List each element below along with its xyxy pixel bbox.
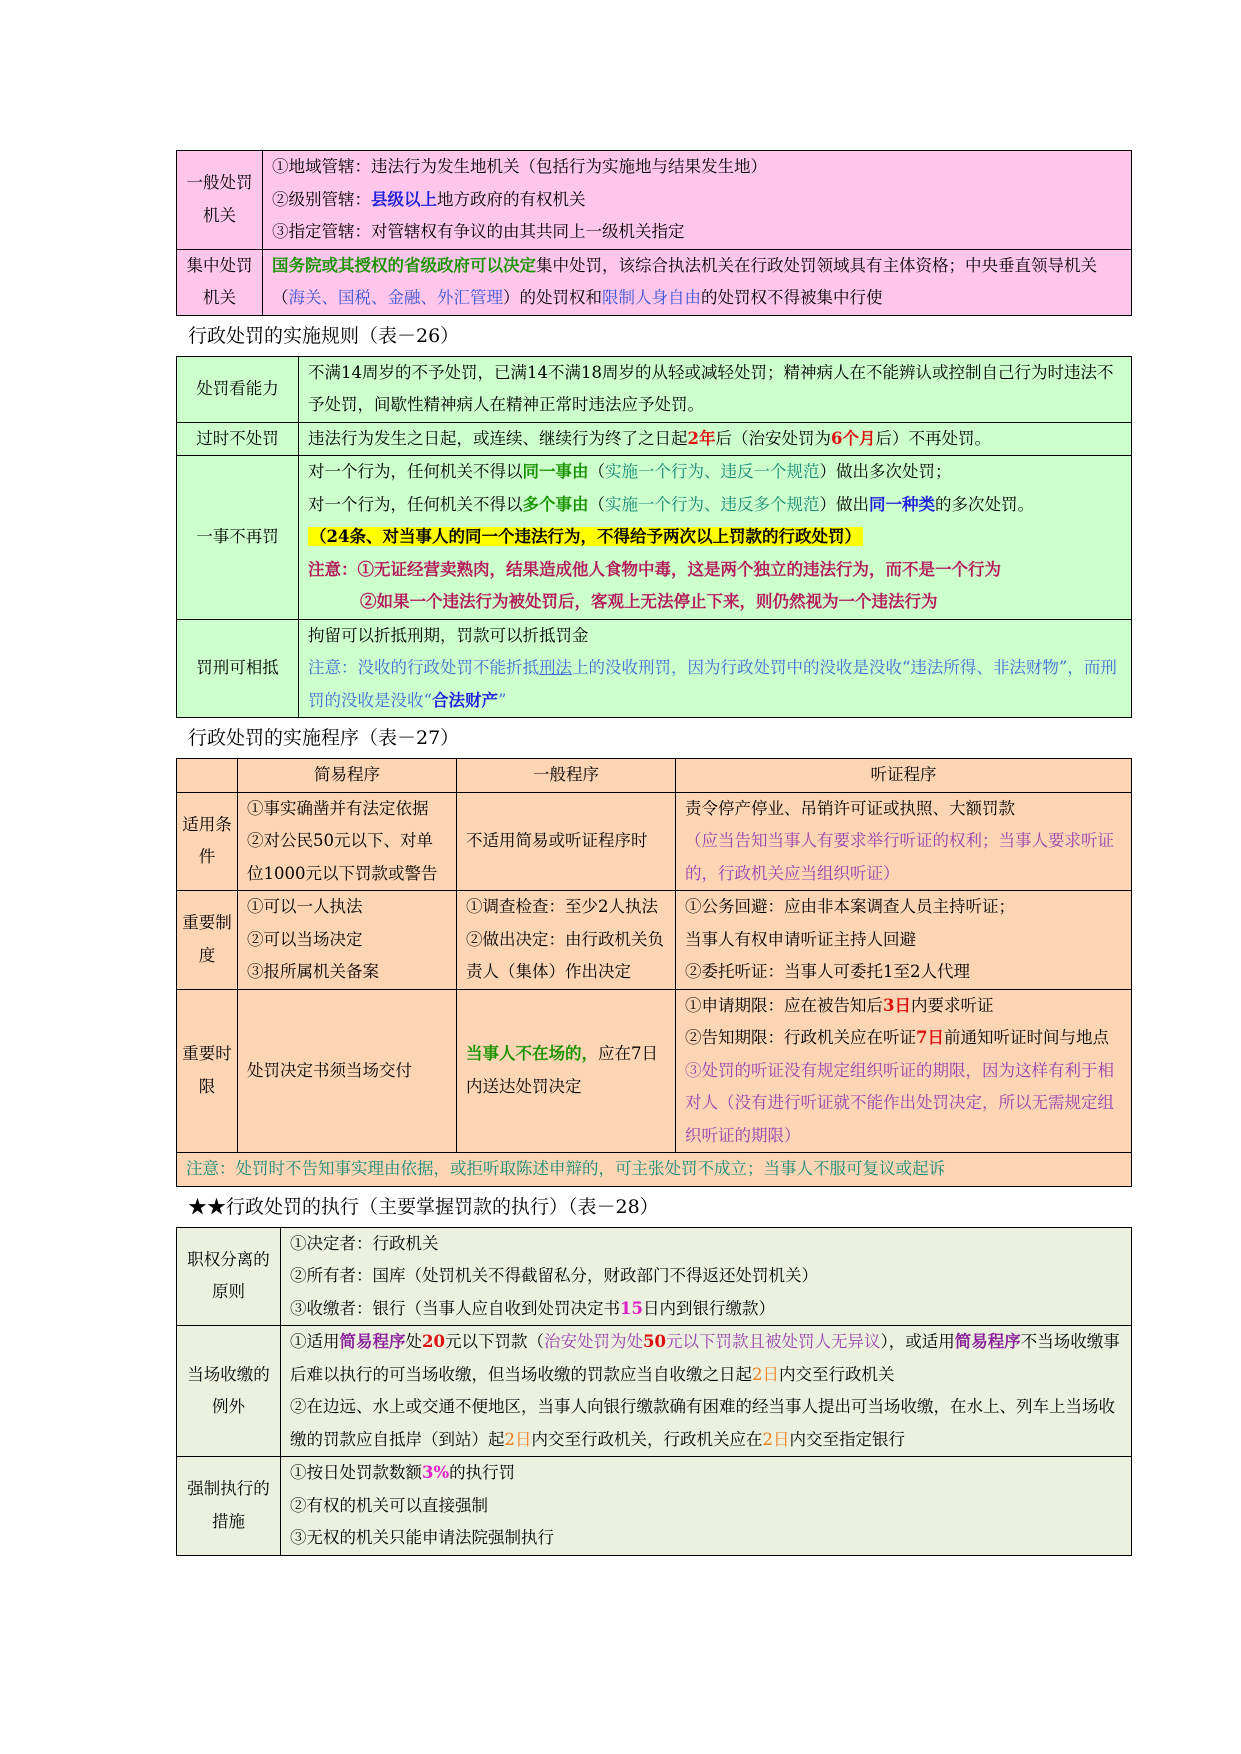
table-caption: 行政处罚的实施程序（表－27）	[188, 727, 460, 749]
table-row	[177, 356, 1132, 422]
row-content: 不满14周岁的不予处罚，已满14不满18周岁的从轻或减轻处罚；精神病人在不能辨认或控制自己行为时违法不予处罚，间歇性精神病人在精神正常时违法应予处罚。	[299, 356, 1132, 422]
table-row	[177, 1153, 1132, 1187]
row-content: 违法行为发生之日起，或连续、继续行为终了之日起2年后（治安处罚为6个月后）不再处罚。	[299, 422, 1132, 456]
text-line: ③指定管辖：对管辖权有争议的由其共同上一级机关指定	[272, 222, 685, 241]
row-label: 一事不再罚	[177, 456, 299, 620]
row-content	[299, 456, 1132, 620]
row-label: 职权分离的原则	[177, 1227, 281, 1326]
text-line: 注意：①无证经营卖熟肉，结果造成他人食物中毒，这是两个独立的违法行为，而不是一个行为	[308, 559, 1001, 579]
row-content: ①决定者：行政机关 ②所有者：国库（处罚机关不得截留私分，财政部门不得返还处罚机关） ③收缴者：银行（当事人应自收到处罚决定书15日内到银行缴款）	[281, 1227, 1132, 1326]
cell: ①事实确凿并有法定依据 ②对公民50元以下、对单 位1000元以下罚款或警告	[238, 792, 457, 891]
table-row	[177, 1227, 1132, 1326]
cell: 处罚决定书须当场交付	[238, 989, 457, 1153]
table-jurisdiction	[176, 150, 1132, 316]
row-label: 强制执行的措施	[177, 1457, 281, 1556]
row-label: 当场收缴的例外	[177, 1326, 281, 1457]
table-caption: 行政处罚的实施规则（表－26）	[188, 324, 460, 347]
table-row	[177, 249, 1132, 315]
cell: 当事人不在场的，应在7日内送达处罚决定	[457, 989, 676, 1153]
cell: ①可以一人执法 ②可以当场决定 ③报所属机关备案	[238, 891, 457, 990]
text-line	[308, 521, 1122, 554]
table-row	[177, 422, 1132, 456]
text-line: 对一个行为，任何机关不得以多个事由（实施一个行为、违反多个规范）做出同一种类的多次处罚。	[308, 494, 1034, 514]
highlight-note: （24条、对当事人的同一个违法行为，不得给予两次以上罚款的行政处罚）	[310, 527, 861, 546]
table-row	[177, 989, 1132, 1153]
row-label: 一般处罚机关	[177, 151, 263, 250]
row-label: 过时不处罚	[177, 422, 299, 456]
cell: 责令停产停业、吊销许可证或执照、大额罚款 （应当告知当事人有要求举行听证的权利；当事人要求听证的，行政机关应当组织听证）	[676, 792, 1132, 891]
row-content: ①适用简易程序处20元以下罚款（治安处罚为处50元以下罚款且被处罚人无异议），或适用简易程序不当场收缴事后难以执行的可当场收缴，但当场收缴的罚款应当自收缴之日起2日内交至行政机关 ②在边远、水上或交通不便地区，当事人向银行缴款确有困难的经当事人提出可当场收缴，在水上、列车上当场收缴的罚款应自抵岸（到站）起2日内交至行政机关，行政机关应在2日内交至指定银行	[281, 1326, 1132, 1457]
table-header-row	[177, 759, 1132, 793]
row-label: 集中处罚机关	[177, 249, 263, 315]
row-label: 重要时限	[177, 989, 238, 1153]
table-caption: ★★行政处罚的执行（主要掌握罚款的执行）（表－28）	[188, 1195, 659, 1218]
cell: 不适用简易或听证程序时	[457, 792, 676, 891]
table-procedures	[176, 758, 1132, 1187]
table-execution	[176, 1227, 1132, 1556]
cell: ①申请期限：应在被告知后3日内要求听证 ②告知期限：行政机关应在听证7日前通知听证时间与地点 ③处罚的听证没有规定组织听证的期限，因为这样有利于相对人（没有进行听证就不能作出处罚决定，所以无需规定组织听证的期限）	[676, 989, 1132, 1153]
row-label: 重要制度	[177, 891, 238, 990]
header-blank	[177, 759, 238, 793]
table-row	[177, 619, 1132, 718]
table-row	[177, 792, 1132, 891]
cell: ①调查检查：至少2人执法 ②做出决定：由行政机关负 责人（集体）作出决定	[457, 891, 676, 990]
table-row	[177, 456, 1132, 620]
table-row	[177, 1326, 1132, 1457]
table-rules	[176, 356, 1132, 719]
text-block: 注意：没收的行政处罚不能折抵刑法上的没收刑罚，因为行政处罚中的没收是没收“违法所得、非法财物”，而刑罚的没收是没收“合法财产”	[308, 658, 1117, 710]
text-line: 对一个行为，任何机关不得以同一事由（实施一个行为、违反一个规范）做出多次处罚；	[308, 462, 952, 481]
text-line: ②如果一个违法行为被处罚后，客观上无法停止下来，则仍然视为一个违法行为	[360, 592, 938, 611]
table-row	[177, 891, 1132, 990]
row-label: 罚刑可相抵	[177, 619, 299, 718]
row-label: 处罚看能力	[177, 356, 299, 422]
row-label: 适用条件	[177, 792, 238, 891]
table-row	[177, 1457, 1132, 1556]
column-header: 听证程序	[676, 759, 1132, 793]
cell: ①公务回避：应由非本案调查人员主持听证； 当事人有权申请听证主持人回避 ②委托听证：当事人可委托1至2人代理	[676, 891, 1132, 990]
column-header: 简易程序	[238, 759, 457, 793]
column-header: 一般程序	[457, 759, 676, 793]
text-line: ②级别管辖：县级以上地方政府的有权机关	[272, 189, 586, 209]
text-line: ①地域管辖：违法行为发生地机关（包括行为实施地与结果发生地）	[272, 157, 767, 176]
row-content: ①按日处罚款数额3%的执行罚 ②有权的机关可以直接强制 ③无权的机关只能申请法院强制执行	[281, 1457, 1132, 1556]
row-content	[299, 619, 1132, 718]
table-row	[177, 151, 1132, 250]
table-note: 注意：处罚时不告知事实理由依据，或拒听取陈述申辩的，可主张处罚不成立；当事人不服可复议或起诉	[177, 1153, 1132, 1187]
text-line: 拘留可以折抵刑期，罚款可以折抵罚金	[308, 625, 589, 645]
row-content: 国务院或其授权的省级政府可以决定集中处罚，该综合执法机关在行政处罚领域具有主体资格；中央垂直领导机关（海关、国税、金融、外汇管理）的处罚权和限制人身自由的处罚权不得被集中行使	[263, 249, 1132, 315]
document-page	[176, 150, 1132, 1556]
row-content	[263, 151, 1132, 250]
